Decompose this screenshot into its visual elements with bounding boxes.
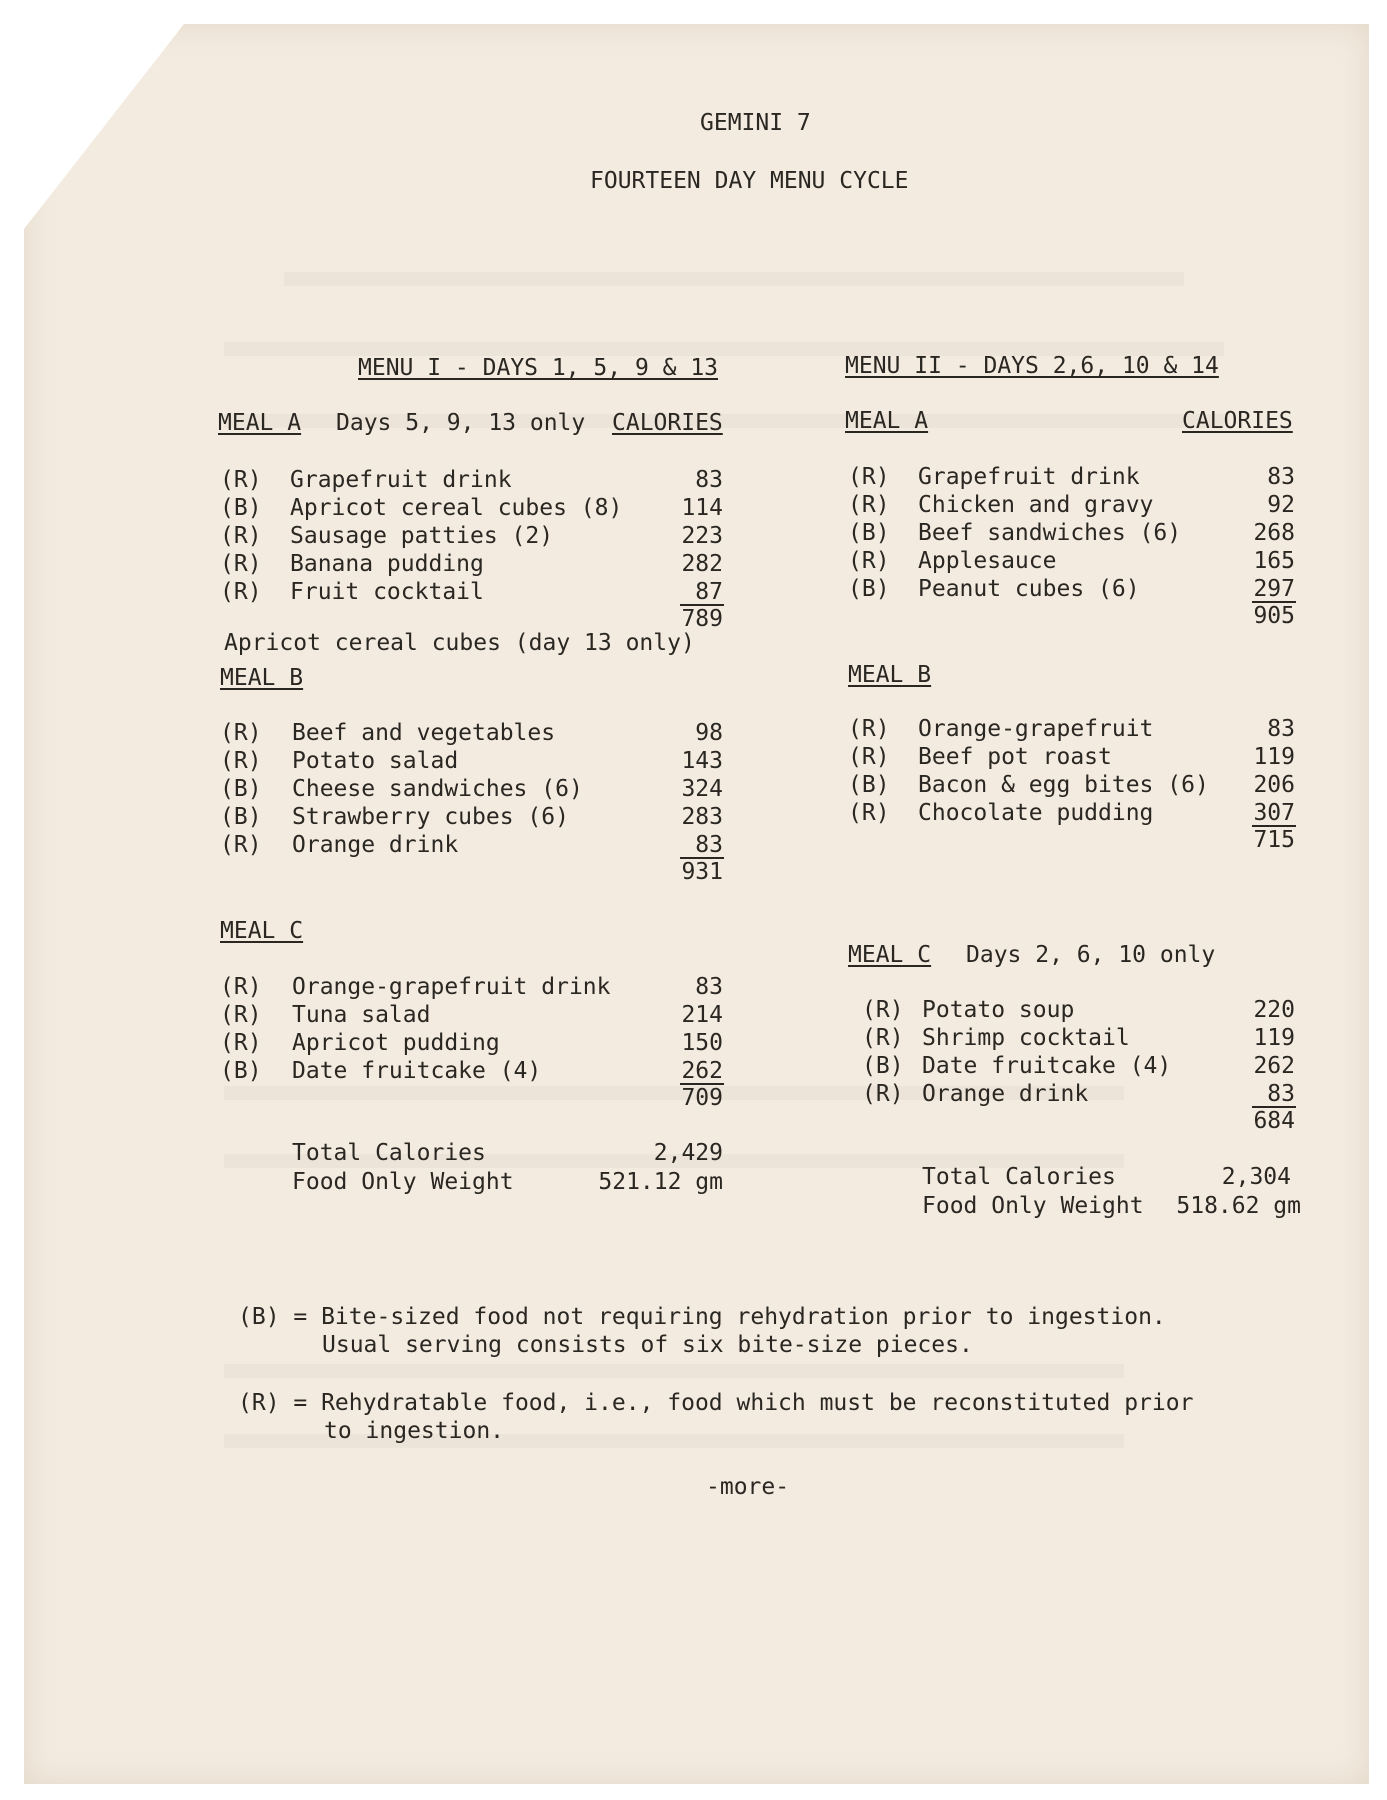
food-name: Tuna salad [292, 1002, 431, 1028]
food-type: (R) [862, 997, 904, 1023]
food-type: (R) [220, 579, 262, 605]
food-name: Potato soup [922, 997, 1075, 1023]
food-type: (R) [848, 716, 890, 742]
menu1-meal-c-total: 709 [681, 1085, 723, 1111]
food-calories: 262 [1253, 1053, 1295, 1079]
menu2-meal-c-note: Days 2, 6, 10 only [966, 942, 1216, 968]
food-name: Chocolate pudding [918, 800, 1154, 826]
food-calories: 307 [1253, 800, 1295, 826]
menu2-food-weight-label: Food Only Weight [922, 1193, 1144, 1219]
food-calories: 268 [1253, 520, 1295, 546]
menu2-total-calories-value: 2,304 [1221, 1164, 1291, 1190]
food-name: Orange-grapefruit [918, 716, 1154, 742]
food-calories: 83 [695, 467, 723, 493]
menu2-meal-c-total: 684 [1253, 1108, 1295, 1134]
menu1-heading: MENU I - DAYS 1, 5, 9 & 13 [358, 355, 719, 381]
food-calories: 83 [695, 832, 723, 858]
food-type: (B) [220, 804, 262, 830]
food-type: (B) [220, 1058, 262, 1084]
food-calories: 223 [681, 523, 723, 549]
food-calories: 83 [1267, 1081, 1295, 1107]
food-calories: 143 [681, 748, 723, 774]
menu2-meal-b-total: 715 [1253, 827, 1295, 853]
food-name: Orange drink [922, 1081, 1089, 1107]
food-calories: 165 [1253, 548, 1295, 574]
food-calories: 150 [681, 1030, 723, 1056]
food-name: Apricot pudding [292, 1030, 500, 1056]
food-name: Orange drink [292, 832, 459, 858]
food-calories: 83 [1267, 716, 1295, 742]
menu1-meal-b-total: 931 [681, 859, 723, 885]
food-type: (R) [220, 1002, 262, 1028]
food-name: Date fruitcake (4) [292, 1058, 542, 1084]
food-type: (R) [220, 1030, 262, 1056]
menu1-meal-a-total: 789 [681, 606, 723, 632]
food-name: Shrimp cocktail [922, 1025, 1130, 1051]
menu2-meal-c-label: MEAL C [848, 942, 932, 968]
menu1-meal-c-label: MEAL C [220, 918, 304, 944]
food-calories: 324 [681, 776, 723, 802]
menu1-meal-b-label: MEAL B [220, 665, 304, 691]
legend-rehydratable-line1: (R) = Rehydratable food, i.e., food which must be reconstituted prior [238, 1390, 1194, 1416]
legend-rehydratable-line2: to ingestion. [324, 1418, 505, 1444]
food-type: (B) [848, 772, 890, 798]
food-type: (R) [220, 551, 262, 577]
food-name: Fruit cocktail [290, 579, 484, 605]
food-calories: 87 [695, 579, 723, 605]
food-name: Potato salad [292, 748, 459, 774]
food-calories: 98 [695, 720, 723, 746]
legend-bite-sized-line2: Usual serving consists of six bite-size pieces. [322, 1332, 973, 1358]
menu1-food-weight-value: 521.12 gm [598, 1169, 723, 1195]
food-type: (R) [862, 1025, 904, 1051]
menu1-food-weight-label: Food Only Weight [292, 1169, 514, 1195]
food-type: (B) [220, 776, 262, 802]
food-name: Apricot cereal cubes (8) [290, 495, 623, 521]
food-calories: 220 [1253, 997, 1295, 1023]
food-name: Beef sandwiches (6) [918, 520, 1182, 546]
menu2-meal-a-label: MEAL A [845, 408, 929, 434]
page-title: GEMINI 7 [700, 110, 811, 136]
menu1-total-calories-label: Total Calories [292, 1140, 486, 1166]
menu1-meal-a-extra-note: Apricot cereal cubes (day 13 only) [224, 630, 695, 656]
food-type: (R) [220, 720, 262, 746]
menu2-meal-b-label: MEAL B [848, 662, 932, 688]
food-name: Banana pudding [290, 551, 484, 577]
food-name: Date fruitcake (4) [922, 1053, 1172, 1079]
food-type: (B) [848, 520, 890, 546]
food-calories: 83 [1267, 464, 1295, 490]
food-type: (R) [220, 974, 262, 1000]
food-calories: 262 [681, 1058, 723, 1084]
food-type: (B) [220, 495, 262, 521]
food-type: (R) [848, 744, 890, 770]
food-calories: 119 [1253, 744, 1295, 770]
food-name: Applesauce [918, 548, 1057, 574]
food-name: Sausage patties (2) [290, 523, 554, 549]
food-type: (R) [848, 548, 890, 574]
food-calories: 206 [1253, 772, 1295, 798]
food-name: Orange-grapefruit drink [292, 974, 611, 1000]
menu2-food-weight-value: 518.62 gm [1176, 1193, 1301, 1219]
menu1-meal-a-note: Days 5, 9, 13 only [336, 410, 586, 436]
food-type: (B) [848, 576, 890, 602]
food-name: Bacon & egg bites (6) [918, 772, 1209, 798]
food-calories: 114 [681, 495, 723, 521]
food-type: (B) [862, 1053, 904, 1079]
food-type: (R) [220, 832, 262, 858]
food-name: Cheese sandwiches (6) [292, 776, 583, 802]
page-subtitle: FOURTEEN DAY MENU CYCLE [590, 168, 909, 194]
food-name: Beef pot roast [918, 744, 1112, 770]
legend-bite-sized-line1: (B) = Bite-sized food not requiring rehydration prior to ingestion. [238, 1304, 1166, 1330]
food-type: (R) [220, 523, 262, 549]
food-type: (R) [220, 748, 262, 774]
menu2-calories-header: CALORIES [1182, 408, 1293, 434]
food-type: (R) [848, 800, 890, 826]
food-name: Beef and vegetables [292, 720, 556, 746]
menu2-heading: MENU II - DAYS 2,6, 10 & 14 [845, 353, 1219, 379]
food-calories: 83 [695, 974, 723, 1000]
food-type: (R) [862, 1081, 904, 1107]
more-indicator: -more- [706, 1474, 790, 1500]
food-name: Grapefruit drink [290, 467, 512, 493]
food-name: Chicken and gravy [918, 492, 1154, 518]
food-type: (R) [848, 464, 890, 490]
food-calories: 283 [681, 804, 723, 830]
food-calories: 119 [1253, 1025, 1295, 1051]
food-calories: 92 [1267, 492, 1295, 518]
food-name: Strawberry cubes (6) [292, 804, 569, 830]
food-name: Peanut cubes (6) [918, 576, 1140, 602]
food-calories: 282 [681, 551, 723, 577]
menu1-calories-header: CALORIES [612, 410, 723, 436]
menu2-meal-a-total: 905 [1253, 603, 1295, 629]
menu2-total-calories-label: Total Calories [922, 1164, 1116, 1190]
food-type: (R) [220, 467, 262, 493]
food-calories: 297 [1253, 576, 1295, 602]
food-name: Grapefruit drink [918, 464, 1140, 490]
food-type: (R) [848, 492, 890, 518]
document-page [24, 24, 1369, 1784]
menu1-total-calories-value: 2,429 [653, 1140, 723, 1166]
food-calories: 214 [681, 1002, 723, 1028]
menu1-meal-a-label: MEAL A [218, 410, 302, 436]
